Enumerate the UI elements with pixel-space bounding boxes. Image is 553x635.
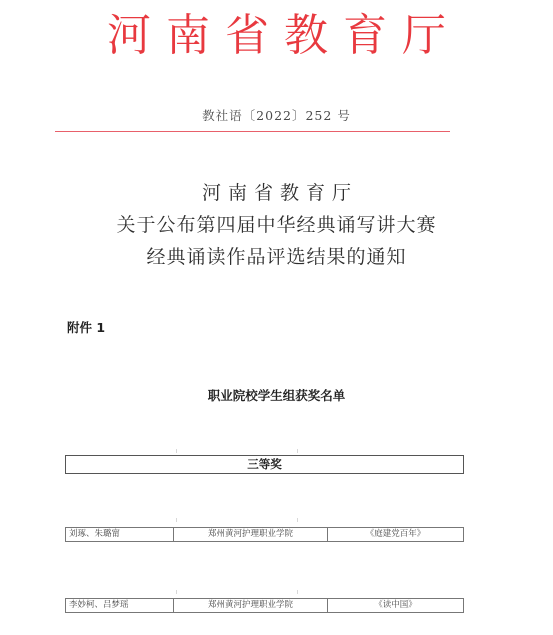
award-list-title: 职业院校学生组获奖名单 [207,388,346,403]
table-gridline-mark [176,518,177,522]
work-title-cell: 《读中国》 [374,600,417,610]
winner-names-cell: 刘琢、朱璐甯 [66,528,174,541]
title-line-notice: 经典诵读作品评选结果的通知 [146,246,407,268]
prize-level-heading: 三等奖 [65,455,464,474]
table-gridline-mark [297,518,298,522]
table-row [65,598,464,613]
issuer-masthead: 河南省教育厅 [107,10,461,61]
red-separator-line [55,131,450,132]
table-gridline-mark [176,590,177,594]
school-cell: 郑州黄河护理职业学院 [174,599,328,612]
table-gridline-mark [297,590,298,594]
school-cell: 郑州黄河护理职业学院 [174,528,328,541]
table-gridline-mark [176,449,177,453]
attachment-label: 附件 1 [67,320,106,335]
work-title-cell: 《庭建党百年》 [365,529,426,539]
document-number: 教社语〔2022〕252 号 [202,108,351,123]
table-gridline-mark [297,449,298,453]
table-row [65,527,464,542]
title-line-subject: 关于公布第四届中华经典诵写讲大赛 [116,214,437,236]
winner-names-cell: 李妙柯、吕梦瑶 [66,599,174,612]
title-line-issuer: 河南省教育厅 [201,182,358,204]
